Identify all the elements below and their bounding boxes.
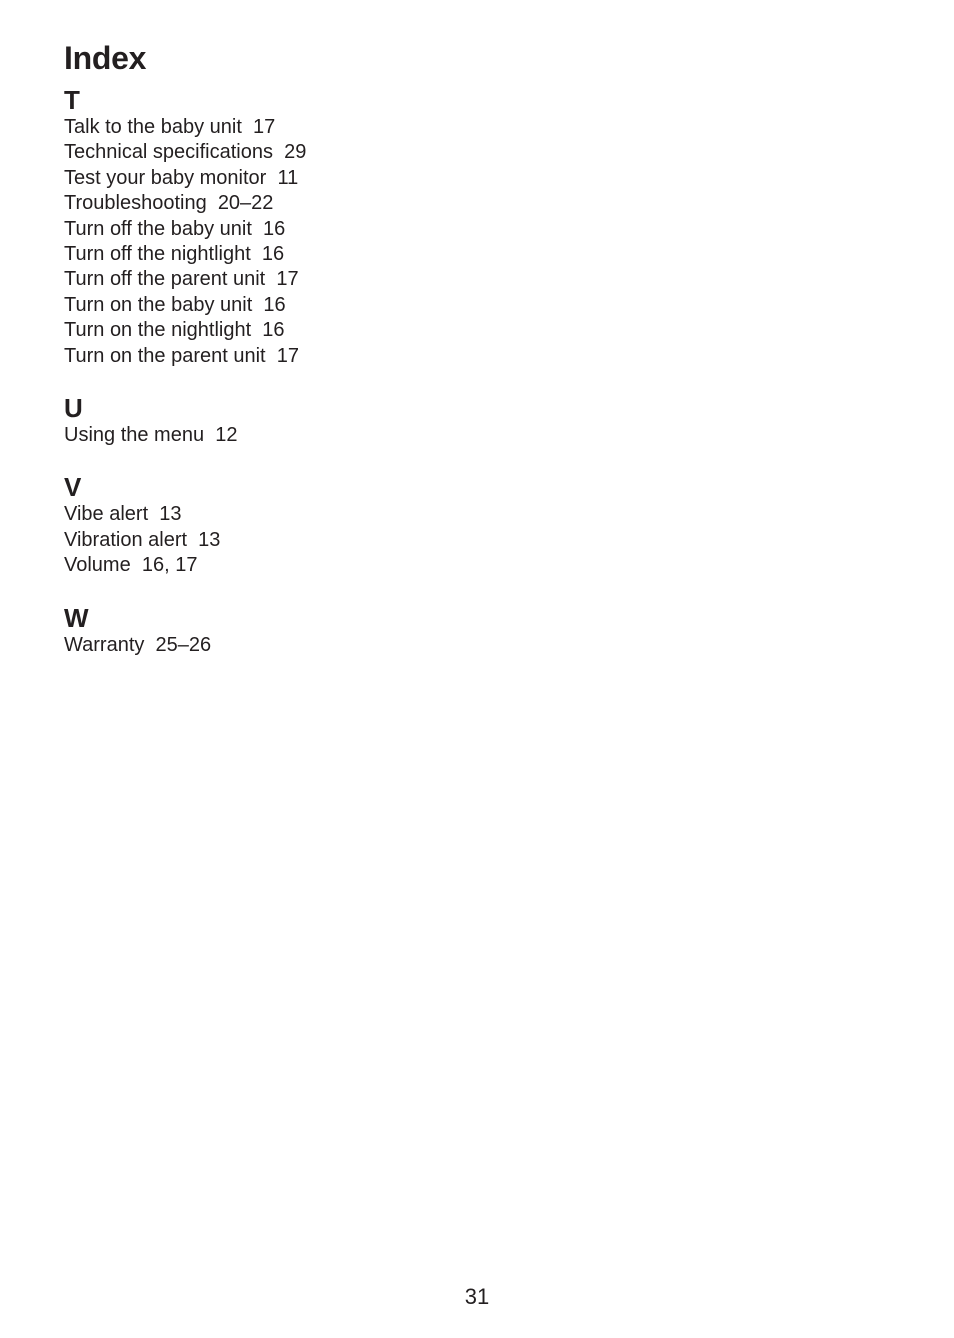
index-entry <box>64 217 764 242</box>
page-number: 31 <box>464 1284 490 1309</box>
entry-term: Turn off the parent unit <box>64 268 266 291</box>
entry-term: Turn on the nightlight <box>64 319 252 342</box>
index-entry <box>64 344 764 369</box>
entry-term: Turn on the baby unit <box>64 293 253 316</box>
entry-pages: 13 <box>198 528 221 551</box>
entry-pages: 29 <box>284 141 307 164</box>
index-section-u <box>64 394 764 448</box>
entry-pages: 20–22 <box>217 192 274 215</box>
index-section-w <box>64 604 764 658</box>
entry-term: Talk to the baby unit <box>64 116 242 138</box>
entry-term: Troubleshooting <box>64 192 207 215</box>
index-entry <box>64 242 764 267</box>
entry-pages: 16 <box>262 319 285 342</box>
index-page <box>64 38 764 658</box>
entry-term: Vibe alert <box>64 503 149 526</box>
index-entry <box>64 166 764 191</box>
index-entry <box>64 528 764 553</box>
entry-term: Using the menu <box>64 424 205 447</box>
index-entry <box>64 293 764 318</box>
index-entry <box>64 633 764 658</box>
entry-pages: 11 <box>277 166 299 189</box>
entry-term: Turn off the baby unit <box>64 217 252 240</box>
entry-list <box>64 423 764 448</box>
index-entry <box>64 553 764 578</box>
entry-list <box>64 115 764 369</box>
index-entry <box>64 318 764 343</box>
entry-pages: 17 <box>253 116 276 138</box>
entry-list <box>64 633 764 658</box>
index-section-t <box>64 86 764 369</box>
entry-pages: 17 <box>276 268 299 291</box>
index-entry <box>64 423 764 448</box>
entry-term: Warranty <box>64 633 145 656</box>
entry-pages: 16, 17 <box>141 554 198 577</box>
page-title: Index <box>64 40 147 76</box>
entry-pages: 12 <box>215 424 238 447</box>
index-entry <box>64 191 764 216</box>
entry-term: Vibration alert <box>64 528 188 551</box>
entry-pages: 25–26 <box>155 633 212 656</box>
entry-pages: 13 <box>159 503 182 526</box>
entry-pages: 16 <box>263 293 286 316</box>
index-entry <box>64 140 764 165</box>
index-entry <box>64 267 764 292</box>
index-section-v <box>64 473 764 578</box>
entry-pages: 16 <box>263 217 286 240</box>
entry-term: Volume <box>64 554 131 577</box>
entry-term: Test your baby monitor <box>64 166 267 189</box>
section-letter: U <box>64 393 83 424</box>
section-letter: W <box>64 602 89 633</box>
entry-term: Turn on the parent unit <box>64 344 266 367</box>
index-entry <box>64 502 764 527</box>
index-entry <box>64 115 764 140</box>
entry-list <box>64 502 764 578</box>
section-letter: T <box>64 85 80 115</box>
entry-term: Technical specifications <box>64 141 273 164</box>
entry-pages: 16 <box>261 243 285 266</box>
entry-term: Turn off the nightlight <box>64 243 251 266</box>
section-letter: V <box>64 472 82 503</box>
entry-pages: 17 <box>276 344 299 367</box>
